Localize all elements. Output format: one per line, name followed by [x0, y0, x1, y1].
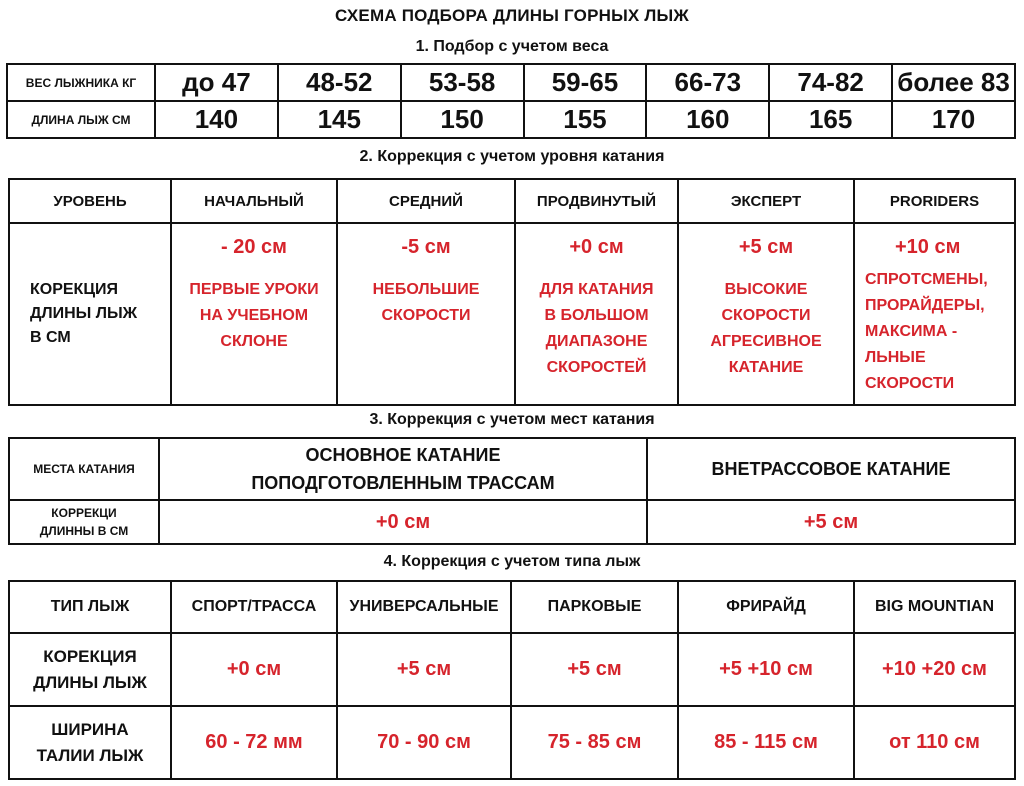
correction-value: +0 см — [569, 236, 624, 258]
level-header: СРЕДНИЙ — [337, 179, 515, 223]
weight-cell: 66-73 — [646, 64, 769, 101]
level-header: НАЧАЛЬНЫЙ — [171, 179, 337, 223]
ski-waist-row — [9, 706, 1015, 779]
ski-type-header: УНИВЕРСАЛЬНЫЕ — [337, 581, 511, 633]
terrain-correction-cell: +5 см — [647, 500, 1015, 544]
desc-line: СКЛОНЕ — [220, 333, 288, 350]
level-header-label: УРОВЕНЬ — [9, 179, 171, 223]
ski-waist-label — [9, 706, 171, 779]
desc-line: В БОЛЬШОМ — [544, 307, 649, 324]
ski-type-header: СПОРТ/ТРАССА — [171, 581, 337, 633]
level-cell-advanced — [515, 223, 678, 405]
length-row-label: ДЛИНА ЛЫЖ СМ — [7, 101, 155, 138]
desc-line: КАТАНИЕ — [728, 359, 804, 376]
length-cell: 165 — [769, 101, 892, 138]
desc-line: СКОРОСТИ — [865, 375, 955, 392]
ski-type-header: BIG MOUNTIAN — [854, 581, 1015, 633]
length-cell: 160 — [646, 101, 769, 138]
level-header: ПРОДВИНУТЫЙ — [515, 179, 678, 223]
label-line: КОРЕКЦИЯ — [30, 281, 119, 298]
terrain-table — [8, 437, 1016, 545]
ski-type-correction-cell: +5 см — [337, 633, 511, 706]
ski-type-correction-cell: +5 +10 см — [678, 633, 854, 706]
label-line: ДЛИНЫ ЛЫЖ — [30, 305, 138, 322]
ski-type-correction-cell: +0 см — [171, 633, 337, 706]
page-title: СХЕМА ПОДБОРА ДЛИНЫ ГОРНЫХ ЛЫЖ — [335, 6, 689, 25]
weight-cell: 48-52 — [278, 64, 401, 101]
label-line: КОРРЕКЦИ — [51, 506, 117, 520]
ski-type-header: ФРИРАЙД — [678, 581, 854, 633]
terrain-correction-row — [9, 500, 1015, 544]
desc-line: МАКСИМА - — [865, 323, 958, 340]
desc-line: СКОРОСТИ — [721, 307, 811, 324]
section4-heading: 4. Коррекция с учетом типа лыж — [383, 553, 641, 570]
section2-heading: 2. Коррекция с учетом уровня катания — [359, 148, 665, 165]
ski-type-correction-cell: +10 +20 см — [854, 633, 1015, 706]
ski-waist-cell: 85 - 115 см — [678, 706, 854, 779]
label-line: В СМ — [30, 329, 71, 346]
level-header: PRORIDERS — [854, 179, 1015, 223]
length-cell: 140 — [155, 101, 278, 138]
weight-cell: до 47 — [155, 64, 278, 101]
level-correction-row — [9, 223, 1015, 405]
weight-cell: 74-82 — [769, 64, 892, 101]
level-cell-beginner — [171, 223, 337, 405]
weight-cell: более 83 — [892, 64, 1015, 101]
weight-row-label: ВЕС ЛЫЖНИКА КГ — [7, 64, 155, 101]
section1-heading: 1. Подбор с учетом веса — [415, 38, 609, 55]
desc-line: ДИАПАЗОНЕ — [545, 333, 648, 350]
terrain-correction-cell: +0 см — [159, 500, 647, 544]
level-header: ЭКСПЕРТ — [678, 179, 854, 223]
level-cell-intermediate — [337, 223, 515, 405]
weight-table — [6, 63, 1016, 139]
desc-line: НЕБОЛЬШИЕ — [372, 281, 480, 298]
ski-type-header: ПАРКОВЫЕ — [511, 581, 678, 633]
ski-waist-cell: 60 - 72 мм — [171, 706, 337, 779]
ski-type-header-row — [9, 581, 1015, 633]
level-table — [8, 178, 1016, 406]
desc-line: ЛЬНЫЕ — [865, 349, 926, 366]
correction-value: +10 см — [895, 236, 961, 258]
desc-line: СКОРОСТИ — [381, 307, 471, 324]
level-header-row — [9, 179, 1015, 223]
level-cell-expert — [678, 223, 854, 405]
terrain-row-label: МЕСТА КАТАНИЯ — [9, 438, 159, 500]
desc-line: ПЕРВЫЕ УРОКИ — [189, 281, 319, 298]
length-cell: 170 — [892, 101, 1015, 138]
ski-type-correction-row — [9, 633, 1015, 706]
label-line: ДЛИНЫ ЛЫЖ — [33, 672, 147, 692]
weight-cell: 59-65 — [524, 64, 647, 101]
terrain-cell: ВНЕТРАССОВОЕ КАТАНИЕ — [647, 438, 1015, 500]
desc-line: СКОРОСТЕЙ — [546, 359, 647, 376]
level-cell-proriders — [854, 223, 1015, 405]
ski-waist-cell: 70 - 90 см — [337, 706, 511, 779]
section3-heading: 3. Коррекция с учетом мест катания — [369, 411, 655, 428]
length-cell: 150 — [401, 101, 524, 138]
level-correction-label — [9, 223, 171, 405]
label-line: ТАЛИИ ЛЫЖ — [36, 745, 144, 765]
ski-type-correction-cell: +5 см — [511, 633, 678, 706]
terrain-cell: ОСНОВНОЕ КАТАНИЕ ПОПОДГОТОВЛЕННЫМ ТРАССАМ — [159, 438, 647, 500]
terrain-row — [9, 438, 1015, 500]
ski-waist-cell: от 110 см — [854, 706, 1015, 779]
ski-type-correction-label — [9, 633, 171, 706]
label-line: ШИРИНА — [51, 719, 129, 739]
correction-value: +5 см — [738, 236, 794, 258]
desc-line: СПРОТСМЕНЫ, — [865, 271, 988, 288]
label-line: ДЛИННЫ В СМ — [39, 524, 129, 538]
desc-line: ДЛЯ КАТАНИЯ — [539, 281, 654, 298]
weight-cell: 53-58 — [401, 64, 524, 101]
length-cell: 155 — [524, 101, 647, 138]
terrain-correction-label — [9, 500, 159, 544]
ski-type-table — [8, 580, 1016, 780]
desc-line: НА УЧЕБНОМ — [199, 307, 309, 324]
correction-value: - 20 см — [221, 236, 287, 258]
weight-row — [7, 64, 1015, 101]
length-row — [7, 101, 1015, 138]
desc-line: ПРОРАЙДЕРЫ, — [865, 297, 985, 314]
desc-line: ВЫСОКИЕ — [724, 281, 808, 298]
ski-type-header-label: ТИП ЛЫЖ — [9, 581, 171, 633]
correction-value: -5 см — [401, 236, 451, 258]
ski-waist-cell: 75 - 85 см — [511, 706, 678, 779]
label-line: КОРЕКЦИЯ — [43, 646, 137, 666]
length-cell: 145 — [278, 101, 401, 138]
desc-line: АГРЕСИВНОЕ — [710, 333, 822, 350]
